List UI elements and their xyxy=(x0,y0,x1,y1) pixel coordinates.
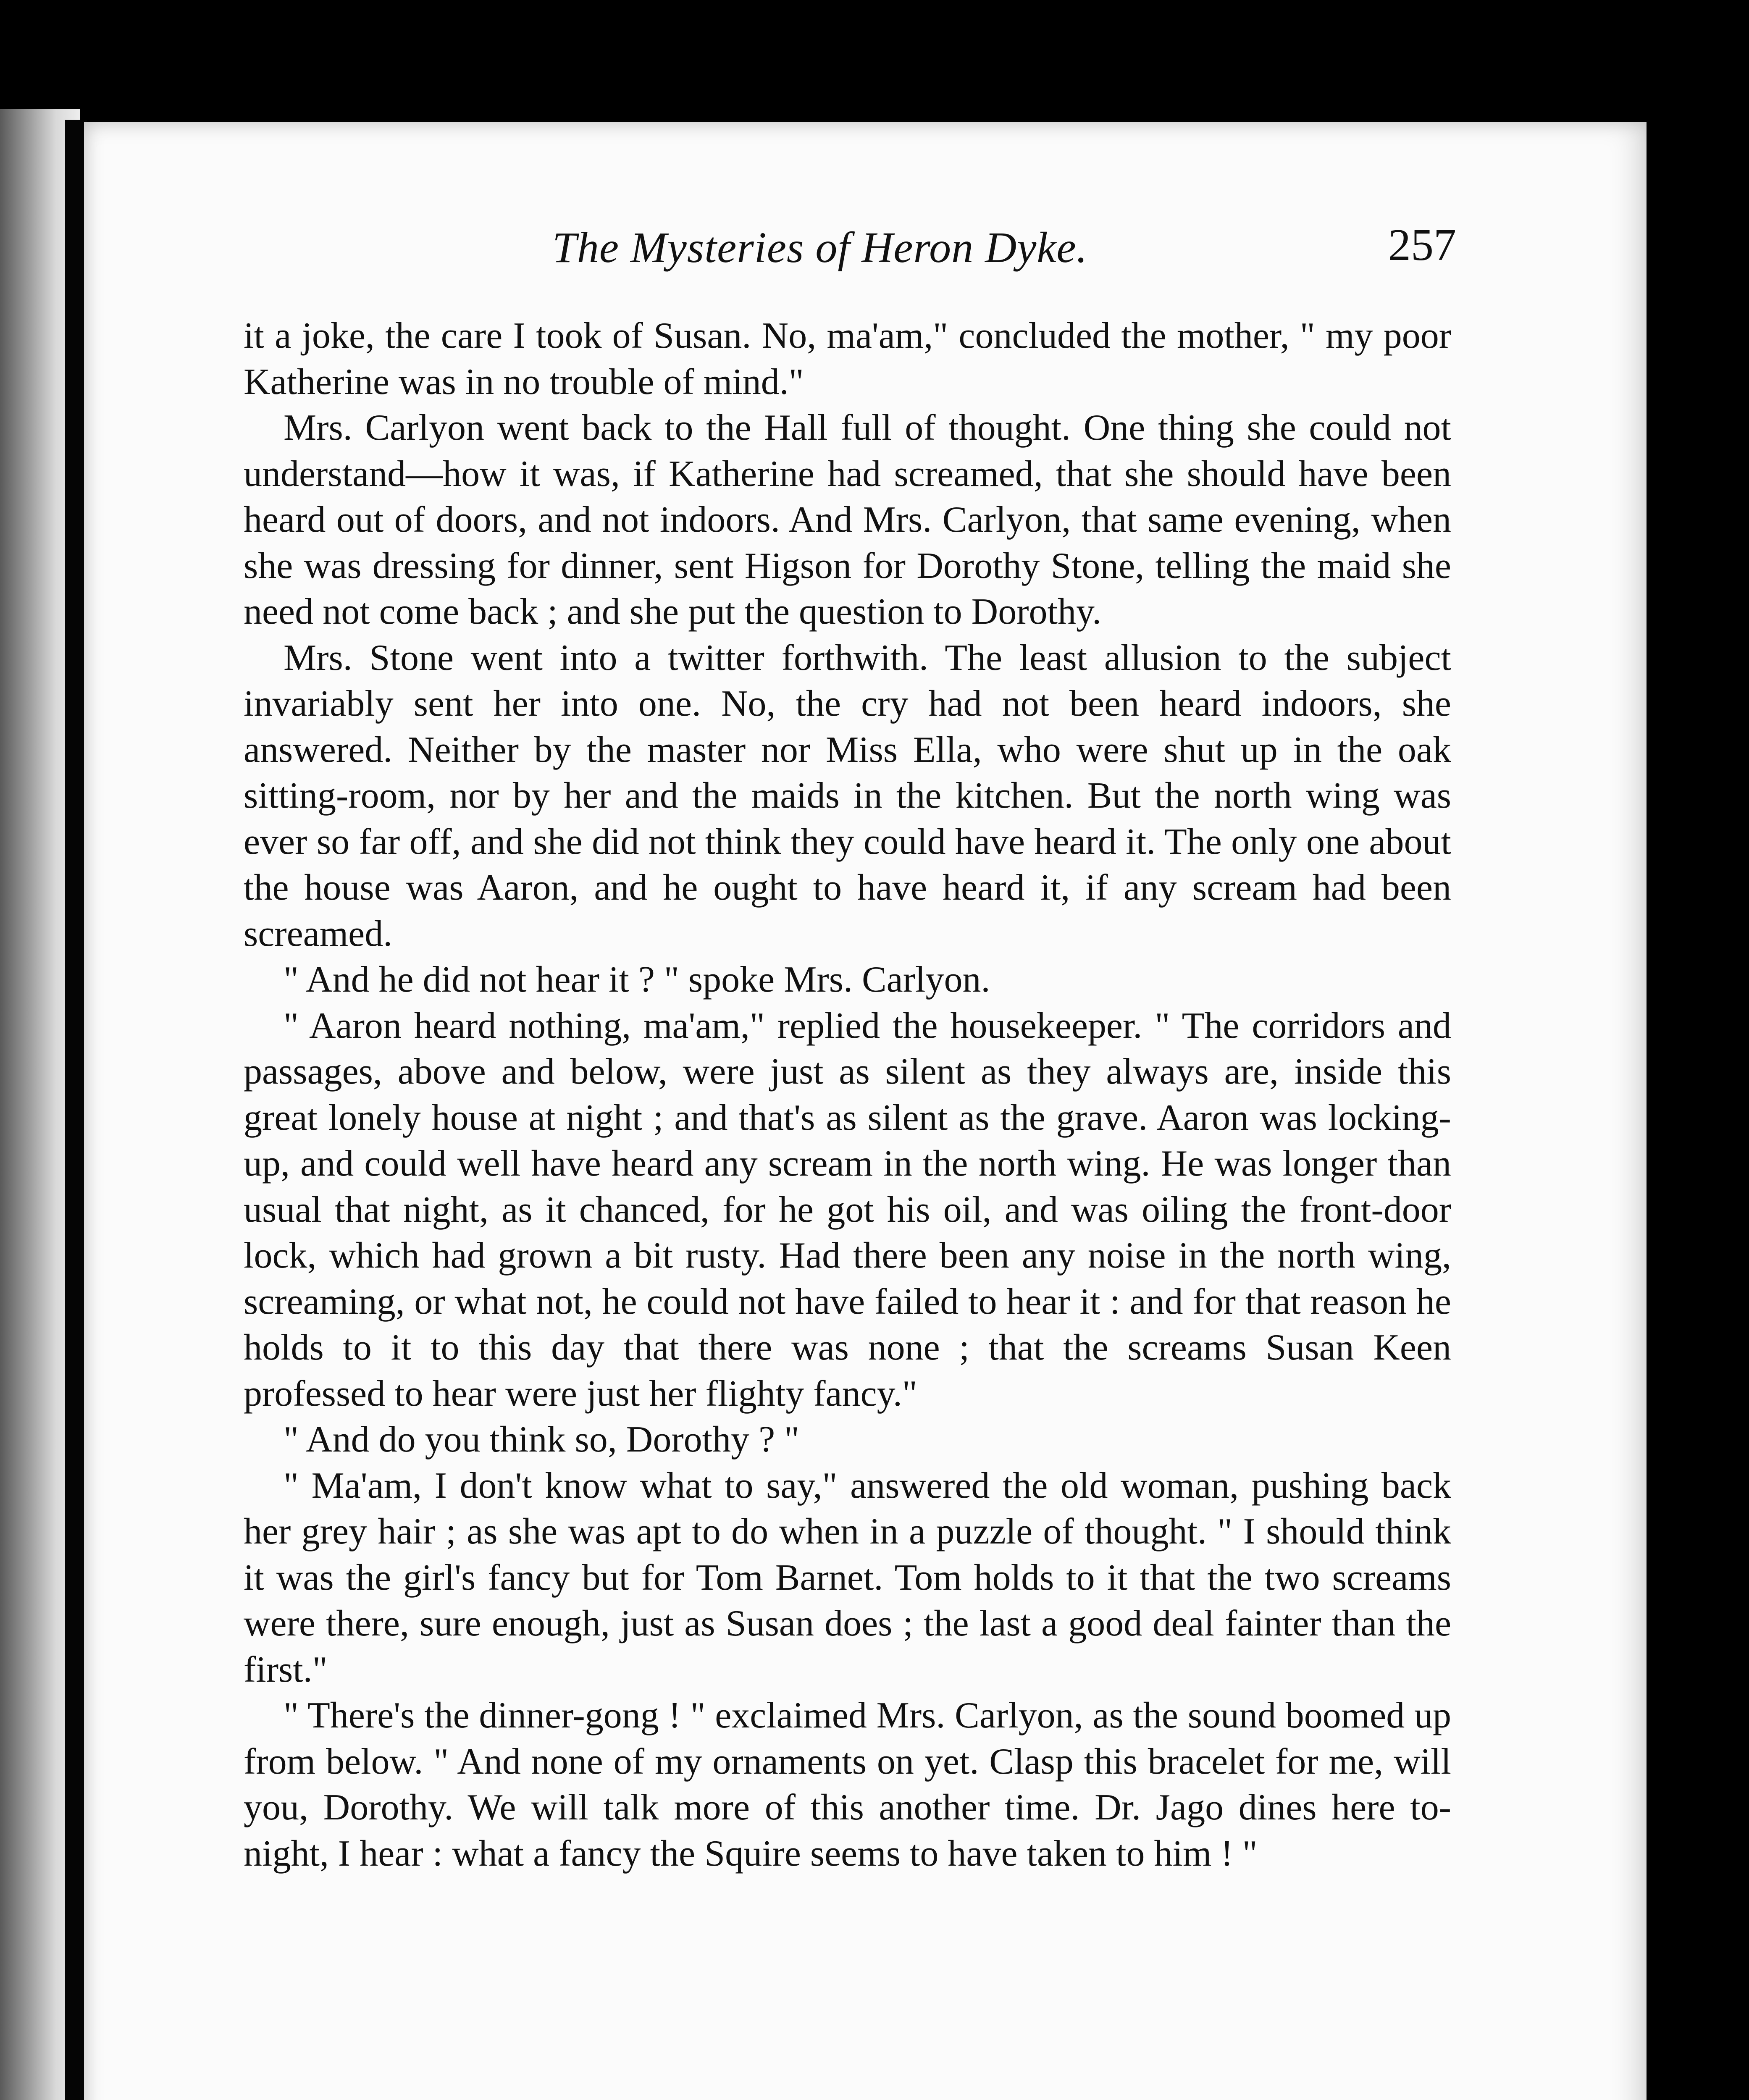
body-text xyxy=(244,313,1451,1877)
page-number: 257 xyxy=(1388,220,1456,270)
paragraph: " And do you think so, Dorothy ? " xyxy=(284,1419,800,1460)
paragraph: Mrs. Stone went into a twitter forthwith. The least allusion to the subject invariably sent her into one. No, the cry had not been heard indoors, she answered. Neither by the master nor Miss Ella, who were shut up in the oak sitting-room, nor by her and the maids in the kitchen. But the north wing was ever so far off, and she did not think they could have heard it. The only one about the house was Aaron, and he ought to have heard it, if any scream had been screamed. xyxy=(244,637,1451,954)
paragraph: " Ma'am, I don't know what to say," answered the old woman, pushing back her grey hair ; as she was apt to do when in a puzzle of thought. " I should think it was the girl's fancy but for Tom Barnet. Tom holds to it that the two screams were there, sure enough, just as Susan does ; the last a good deal fainter than the first." xyxy=(244,1465,1451,1690)
paragraph: " Aaron heard nothing, ma'am," replied the housekeeper. " The corridors and passages, above and below, were just as silent as they always are, inside this great lonely house at night ; and that's as silent as the grave. Aaron was locking-up, and could well have heard any scream in the north wing. He was longer than usual that night, as it chanced, for he got his oil, and was oiling the front-door lock, which had grown a bit rusty. Had there been any noise in the north wing, screaming, or what not, he could not have failed to hear it : and for that reason he holds to it to this day that there was none ; that the screams Susan Keen professed to hear were just her flighty fancy." xyxy=(244,1005,1451,1414)
running-title: The Mysteries of Heron Dyke. xyxy=(552,223,1088,272)
paragraph: it a joke, the care I took of Susan. No, ma'am," concluded the mother, " my poor Katherine was in no trouble of mind." xyxy=(244,315,1451,402)
paragraph: Mrs. Carlyon went back to the Hall full of thought. One thing she could not understand—how it was, if Katherine had screamed, that she should have been heard out of doors, and not indoors. And Mrs. Carlyon, that same evening, when she was dressing for dinner, sent Higson for Dorothy Stone, telling the maid she need not come back ; and she put the question to Dorothy. xyxy=(244,407,1451,632)
paragraph: " There's the dinner-gong ! " exclaimed Mrs. Carlyon, as the sound boomed up from below. " And none of my ornaments on yet. Clasp this bracelet for me, will you, Dorothy. We will talk more of this another time. Dr. Jago dines here to-night, I hear : what a fancy the Squire seems to have taken to him ! " xyxy=(244,1695,1451,1874)
paragraph: " And he did not hear it ? " spoke Mrs. Carlyon. xyxy=(284,959,990,1000)
book-page xyxy=(84,122,1647,2100)
